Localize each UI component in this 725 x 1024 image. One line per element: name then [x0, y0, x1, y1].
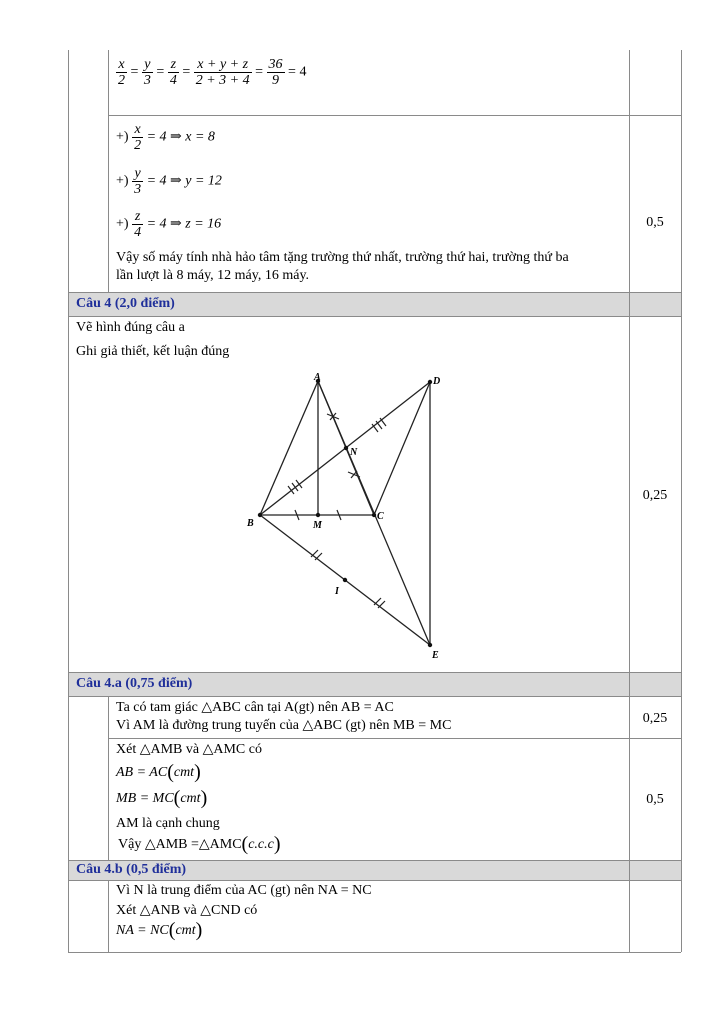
cau4a-r2-line-5: Vậy △AMB =△AMC(c.c.c) — [118, 833, 281, 855]
solve-x-line: +) $\frac{x}{2}$ = 4 ⇒ x = 8 — [116, 122, 215, 153]
cau4a-r2-line-4: AM là cạnh chung — [116, 816, 220, 831]
solve-y-line: +) $\frac{y}{3}$ = 4 ⇒ y = 12 — [116, 166, 222, 197]
cau4b-line-3: NA = NC(cmt) — [116, 919, 203, 941]
cau4a-r2-line-3: MB = MC(cmt) — [116, 787, 208, 809]
cau4-heading: Câu 4 (2,0 điểm) — [76, 296, 175, 311]
cau4a-r2-line-2: AB = AC(cmt) — [116, 761, 201, 783]
cau4b-line-2: Xét △ANB và △CND có — [116, 903, 258, 918]
label-I: I — [335, 586, 339, 597]
cau4a-r1-line-1: Ta có tam giác △ABC cân tại A(gt) nên AB = AC — [116, 700, 394, 715]
score-cau4: 0,25 — [642, 488, 668, 503]
cau4b-heading: Câu 4.b (0,5 điểm) — [76, 862, 187, 877]
cau4-line-2: Ghi giả thiết, kết luận đúng — [76, 344, 230, 359]
score-cau4a-r1: 0,25 — [642, 711, 668, 726]
score-cau4a-r2: 0,5 — [646, 792, 664, 807]
solve-z-line: +) $\frac{z}{4}$ = 4 ⇒ z = 16 — [116, 209, 222, 240]
cau4a-r2-line-1: Xét △AMB và △AMC có — [116, 742, 262, 757]
conclusion-line-1: Vậy số máy tính nhà hảo tâm tặng trường thứ nhất, trường thứ hai, trường thứ ba — [116, 250, 569, 265]
proportion-equation: $\frac{x}{2}$ = $\frac{y}{3}$ = $\frac{z}{4}$ = $\frac{x + y + z}{2 + 3 + 4}$ = $\frac{36}{9}$ = 4 — [118, 57, 307, 88]
label-B: B — [247, 518, 254, 529]
label-E: E — [432, 650, 439, 661]
cau4-line-1: Vẽ hình đúng câu a — [76, 320, 185, 335]
score-row2: 0,5 — [646, 215, 664, 230]
label-N: N — [350, 447, 358, 458]
conclusion-line-2: lần lượt là 8 máy, 12 máy, 16 máy. — [116, 268, 310, 283]
label-A: A — [314, 372, 321, 383]
cau4a-r1-line-2: Vì AM là đường trung tuyến của △ABC (gt) nên MB = MC — [116, 718, 452, 733]
label-M: M — [313, 520, 322, 531]
label-D: D — [433, 376, 441, 387]
cau4a-heading: Câu 4.a (0,75 điểm) — [76, 676, 193, 691]
cau4b-line-1: Vì N là trung điểm của AC (gt) nên NA = NC — [116, 883, 372, 898]
label-C: C — [377, 511, 384, 522]
